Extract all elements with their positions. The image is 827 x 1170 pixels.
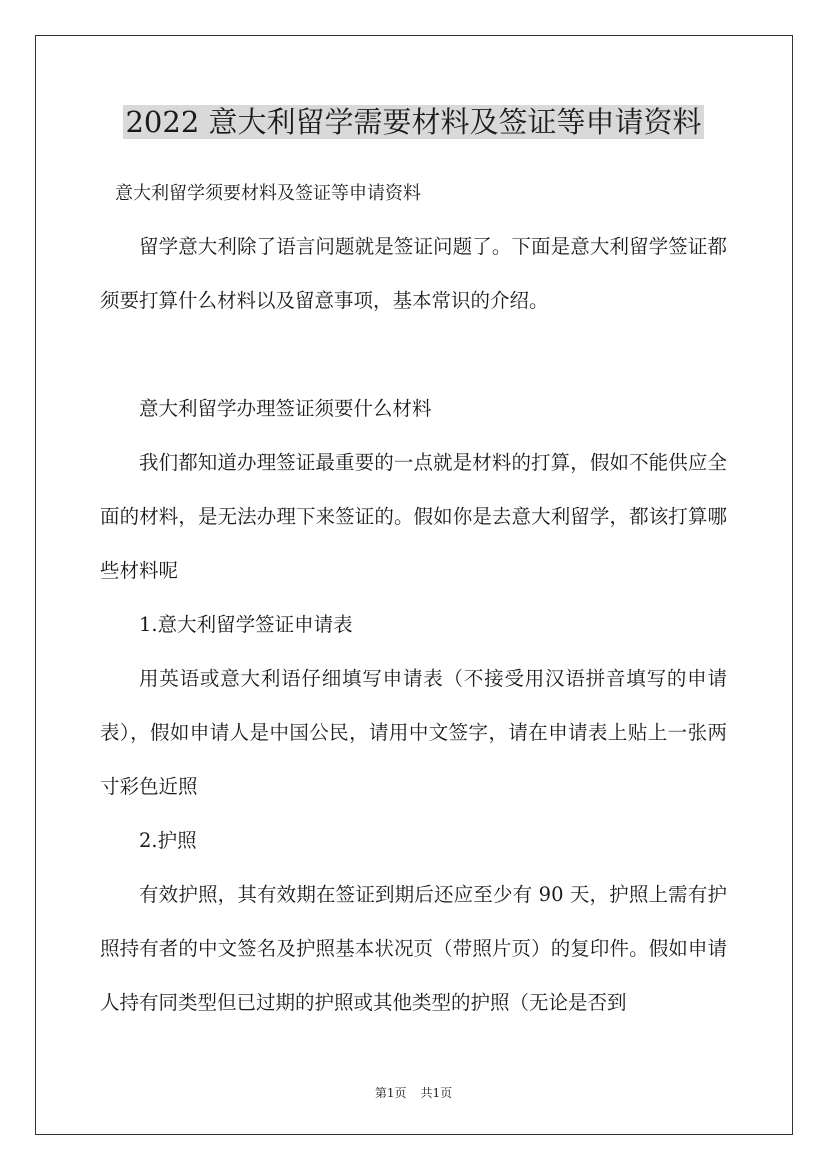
- body-paragraph: 用英语或意大利语仔细填写申请表（不接受用汉语拼音填写的申请表），假如申请人是中国公民，请用中文签字，请在申请表上贴上一张两寸彩色近照: [100, 667, 727, 798]
- intro-paragraph: 留学意大利除了语言问题就是签证问题了。下面是意大利留学签证都须要打算什么材料以及留意事项，基本常识的介绍。: [100, 235, 727, 312]
- section-heading: 意大利留学办理签证须要什么材料: [139, 397, 432, 420]
- body-paragraph: 有效护照，其有效期在签证到期后还应至少有 90 天，护照上需有护照持有者的中文签名及护照基本状况页（带照片页）的复印件。假如申请人持有同类型但已过期的护照或其他类型的护照（无论是否到: [100, 883, 727, 1014]
- list-item-heading: 2.护照: [139, 829, 197, 852]
- document-title: [0, 100, 827, 144]
- page-total: 共1页: [420, 1086, 453, 1100]
- page-number: 第1页: [374, 1086, 407, 1100]
- document-title-text: 2022 意大利留学需要材料及签证等申请资料: [125, 105, 702, 139]
- page-footer: [0, 1085, 827, 1101]
- list-item-heading: 1.意大利留学签证申请表: [139, 613, 353, 636]
- body-paragraph: 我们都知道办理签证最重要的一点就是材料的打算，假如不能供应全面的材料，是无法办理下来签证的。假如你是去意大利留学，都该打算哪些材料呢: [100, 451, 727, 582]
- document-subtitle: 意大利留学须要材料及签证等申请资料: [115, 183, 421, 204]
